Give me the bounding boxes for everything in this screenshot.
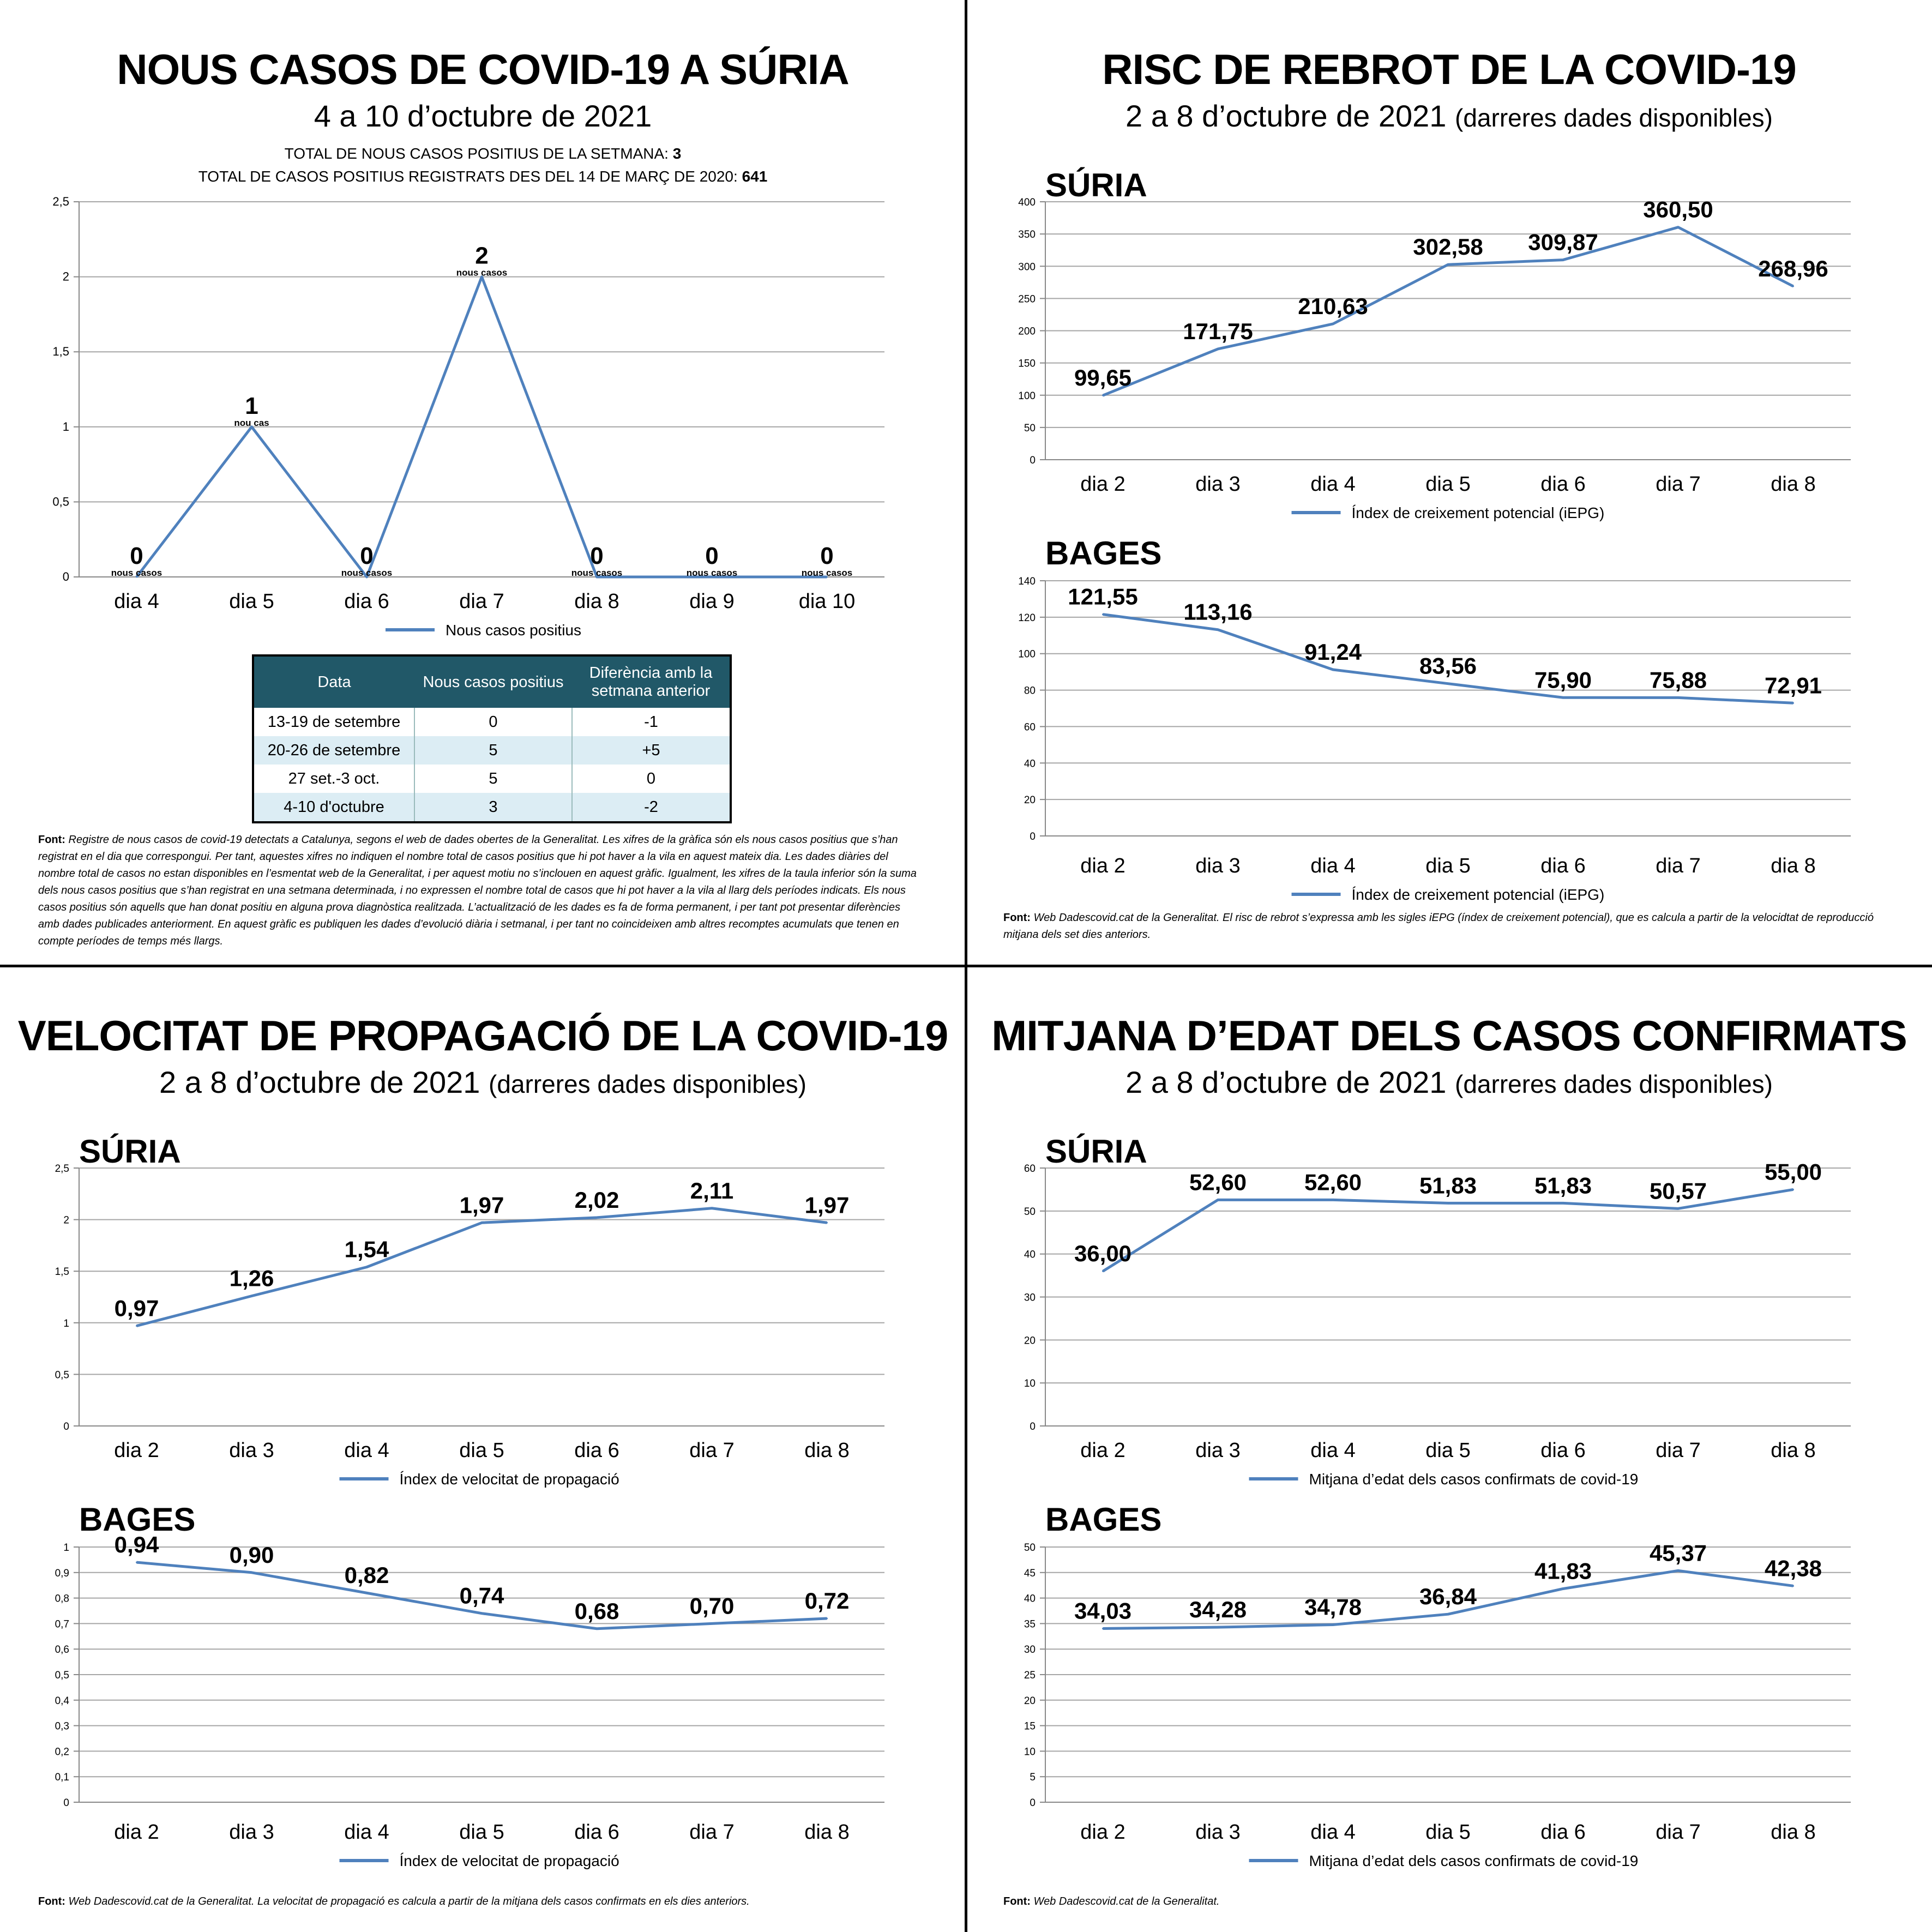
chart-section-title: SÚRIA: [1045, 167, 1147, 203]
y-tick-label: 0,5: [55, 1670, 69, 1681]
x-category-label: dia 4: [344, 1821, 389, 1844]
y-tick-label: 150: [1018, 358, 1036, 370]
x-category-label: dia 8: [574, 590, 619, 613]
x-category-label: dia 7: [1656, 854, 1701, 877]
data-point: [1447, 264, 1449, 266]
y-tick-label: 0: [1030, 1797, 1036, 1809]
table-cell-date: 13-19 de setembre: [253, 708, 414, 736]
data-label: 0: [705, 543, 719, 569]
data-label: 268,96: [1758, 255, 1828, 281]
source-text: Web Dadescovid.cat de la Generalitat. La velocitat de propagació es calcula a partir de la mitjana dels casos confirmats en els dies anteriors.: [68, 1895, 750, 1907]
x-category-label: dia 7: [689, 1821, 735, 1844]
data-label: 52,60: [1304, 1169, 1362, 1195]
panel-subtitle-note: (darreres dades disponibles): [1455, 1070, 1773, 1098]
data-point: [366, 1266, 368, 1268]
overall-total-label: TOTAL DE CASOS POSITIUS REGISTRATS DES DEL 14 DE MARÇ DE 2020:: [198, 168, 738, 185]
x-category-label: dia 8: [804, 1439, 850, 1462]
y-tick-label: 40: [1024, 1249, 1036, 1261]
data-point: [251, 1572, 252, 1573]
x-category-label: dia 6: [1540, 854, 1586, 877]
data-point: [596, 1628, 598, 1629]
table-header-row: [253, 655, 731, 708]
x-category-label: dia 4: [1310, 854, 1356, 877]
y-tick-label: 40: [1024, 758, 1036, 770]
data-label: 1,97: [459, 1192, 504, 1218]
data-label: 0: [590, 543, 604, 569]
y-tick-label: 50: [1024, 422, 1036, 434]
y-tick-label: 25: [1024, 1670, 1036, 1681]
panel-subtitle: [966, 1064, 1932, 1100]
chart-section-title: BAGES: [1045, 537, 1162, 571]
data-point: [1562, 1588, 1564, 1590]
y-tick-label: 400: [1018, 197, 1036, 208]
x-category-label: dia 5: [1425, 854, 1471, 877]
data-label: 36,84: [1419, 1584, 1477, 1610]
data-label: 2: [475, 242, 489, 269]
source-label: Font:: [38, 1895, 65, 1907]
source-label: Font:: [38, 834, 65, 846]
table-header-cases: Nous casos positius: [414, 655, 572, 708]
y-tick-label: 100: [1018, 390, 1036, 402]
table-cell-date: 20-26 de setembre: [253, 736, 414, 765]
table-row: [253, 765, 731, 793]
x-category-label: dia 2: [1080, 1821, 1126, 1844]
y-tick-label: 0,9: [55, 1567, 69, 1579]
x-category-label: dia 3: [1195, 1821, 1241, 1844]
data-label: 52,60: [1189, 1169, 1247, 1195]
x-category-label: dia 4: [1310, 1821, 1356, 1844]
source-note: [38, 1893, 922, 1910]
weekly-total-label: TOTAL DE NOUS CASOS POSITIUS DE LA SETMANA:: [284, 145, 669, 162]
data-point: [1447, 683, 1449, 684]
panel-title: NOUS CASOS DE COVID-19 A SÚRIA: [117, 45, 849, 93]
chart-section-title: SÚRIA: [79, 1133, 181, 1170]
data-point: [1332, 1199, 1334, 1201]
table-cell-cases: 3: [414, 793, 572, 822]
chart-risk-suria: [966, 158, 1932, 534]
x-category-label: dia 4: [1310, 473, 1356, 496]
x-category-label: dia 4: [1310, 1439, 1356, 1462]
x-category-label: dia 8: [804, 1821, 850, 1844]
chart-age-suria: [966, 1124, 1932, 1501]
y-tick-label: 0,8: [55, 1593, 69, 1605]
data-label: 51,83: [1534, 1172, 1592, 1199]
data-label: 0,68: [574, 1598, 619, 1624]
y-tick-label: 20: [1024, 1335, 1036, 1347]
data-point: [1332, 1624, 1334, 1626]
data-point: [1102, 1271, 1104, 1272]
x-category-label: dia 7: [459, 590, 504, 613]
y-tick-label: 0: [63, 1797, 69, 1809]
x-category-label: dia 2: [1080, 473, 1126, 496]
panel-title: VELOCITAT DE PROPAGACIÓ DE LA COVID-19: [17, 1012, 948, 1060]
data-label: 2,11: [690, 1177, 734, 1203]
data-label: 171,75: [1183, 318, 1253, 344]
data-point: [1677, 226, 1679, 228]
data-point: [1102, 1628, 1104, 1629]
y-tick-label: 0,4: [55, 1695, 69, 1707]
data-label: 55,00: [1764, 1159, 1822, 1185]
source-text: Web Dadescovid.cat de la Generalitat. El risc de rebrot s’expressa amb les sigles iEPG (índex de creixement potencial), que es calcula a partir de la velocidtat de reproducció mitjana dels set dies anteriors.: [1003, 912, 1874, 941]
source-label: Font:: [1003, 912, 1031, 924]
data-point: [136, 1562, 137, 1563]
chart-speed-suria: [0, 1124, 966, 1501]
data-point: [1792, 702, 1794, 704]
data-point: [1217, 1199, 1219, 1201]
y-tick-label: 35: [1024, 1618, 1036, 1630]
y-tick-label: 100: [1018, 648, 1036, 660]
data-label: 75,88: [1649, 667, 1707, 693]
y-tick-label: 2: [63, 1214, 69, 1226]
panel-subtitle: 4 a 10 d’octubre de 2021: [314, 99, 652, 133]
data-label: 42,38: [1764, 1555, 1822, 1581]
source-note: [1003, 910, 1887, 943]
data-point: [1217, 1627, 1219, 1628]
data-point: [1792, 1585, 1794, 1587]
data-point: [1217, 348, 1219, 350]
panel-subtitle: [966, 98, 1932, 134]
x-category-label: dia 6: [574, 1439, 619, 1462]
y-tick-label: 0: [1030, 831, 1036, 842]
table-header-date: Data: [253, 655, 414, 708]
data-label: 0,97: [114, 1295, 159, 1321]
x-category-label: dia 2: [1080, 1439, 1126, 1462]
weekly-total-value: 3: [672, 145, 682, 162]
data-point: [1792, 1189, 1794, 1190]
data-label: 0: [360, 543, 374, 569]
data-point: [1677, 1208, 1679, 1209]
chart-age-bages: [966, 1503, 1932, 1880]
x-category-label: dia 8: [1771, 854, 1816, 877]
data-label: 0: [130, 543, 143, 569]
data-label: 309,87: [1528, 229, 1598, 255]
panel-regrowth-risk: [966, 0, 1932, 966]
y-tick-label: 1: [62, 419, 69, 434]
x-category-label: dia 6: [574, 1821, 619, 1844]
data-label: 210,63: [1298, 293, 1368, 319]
data-label: 72,91: [1764, 672, 1822, 699]
data-label: 51,83: [1419, 1172, 1477, 1199]
data-point: [596, 1217, 598, 1218]
source-text: Registre de nous casos de covid-19 detectats a Catalunya, segons el web de dades obertes de la Generalitat. Les xifres de la gràfica són els nous casos positius que s’han registrat en el dia que correspongui. Per tant, aquestes xifres no indiquen el nombre total de casos positius que hi pot haver a la vila en aquest mateix dia. Les dades diàries del nombre total de casos no estan disponibles en l’esmentat web de la Generalitat, i per aquest motiu no s’inclouen en aquest gràfic. Igualment, les xifres de la taula inferior són la suma dels nous casos positius que s’han registrat en una setmana determinada, i no expressen el nombre total de casos que hi pot haver a la vila al llarg dels períodes indicats. Els nous casos positius són aquells que han donat positiu en alguna prova diagnòstica realitzada. L’actualització de les dades es fa de forma permanent, i per tant pot presentar diferències amb dades publicades anteriorment. En aquest gràfic es publiquen les dades d’evolució diària i setmanal, i per tant no coincideixen amb altres recomptes acumulats que tenen en compte períodes de temps més llargs.: [38, 834, 917, 947]
x-category-label: dia 6: [1540, 473, 1586, 496]
data-label: 34,28: [1189, 1597, 1247, 1623]
y-tick-label: 50: [1024, 1206, 1036, 1218]
y-tick-label: 1: [63, 1542, 69, 1554]
data-sublabel: nous casos: [571, 568, 623, 578]
data-label: 1,26: [229, 1265, 274, 1291]
data-sublabel: nous casos: [801, 568, 853, 578]
y-tick-label: 80: [1024, 685, 1036, 697]
data-point: [136, 1325, 137, 1327]
table-cell-cases: 5: [414, 765, 572, 793]
panel-subtitle-date: 2 a 8 d’octubre de 2021: [1125, 1065, 1447, 1099]
x-category-label: dia 5: [1425, 1439, 1471, 1462]
x-category-label: dia 4: [114, 590, 159, 613]
y-tick-label: 2,5: [52, 195, 69, 208]
data-sublabel: nous casos: [341, 568, 393, 578]
data-label: 0,90: [229, 1542, 274, 1568]
data-point: [826, 1618, 828, 1620]
table-header-diff: [572, 655, 731, 708]
y-tick-label: 60: [1024, 1163, 1036, 1175]
y-tick-label: 1,5: [52, 345, 69, 359]
data-point: [1217, 629, 1219, 630]
x-category-label: dia 5: [229, 590, 274, 613]
data-point: [826, 1222, 828, 1224]
data-point: [1792, 285, 1794, 287]
data-label: 0,94: [114, 1532, 159, 1558]
panel-subtitle-date: 2 a 8 d’octubre de 2021: [1125, 99, 1447, 133]
table-row: [253, 793, 731, 822]
legend-label: Mitjana d’edat dels casos confirmats de covid-19: [1309, 1852, 1639, 1869]
legend-label: Índex de creixement potencial (iEPG): [1351, 504, 1605, 521]
data-point: [481, 1222, 483, 1224]
y-tick-label: 20: [1024, 1695, 1036, 1707]
legend-label: Índex de velocitat de propagació: [399, 1852, 619, 1869]
x-category-label: dia 8: [1771, 473, 1816, 496]
panel-subtitle-note: (darreres dades disponibles): [1455, 104, 1773, 132]
table-cell-diff: 0: [646, 769, 656, 787]
table-cell-date: 4-10 d'octubre: [253, 793, 414, 822]
data-point: [1562, 1202, 1564, 1204]
data-point: [1332, 669, 1334, 670]
data-label: 34,03: [1074, 1598, 1132, 1624]
panel-subtitle-date: 2 a 8 d’octubre de 2021: [159, 1065, 480, 1099]
x-category-label: dia 2: [114, 1439, 159, 1462]
x-category-label: dia 7: [689, 1439, 735, 1462]
data-point: [711, 1623, 713, 1624]
x-category-label: dia 7: [1656, 1821, 1701, 1844]
table-row: [253, 736, 731, 765]
y-tick-label: 50: [1024, 1542, 1036, 1554]
data-sublabel: nous casos: [456, 267, 508, 278]
y-tick-label: 0,7: [55, 1618, 69, 1630]
x-category-label: dia 5: [459, 1439, 504, 1462]
x-category-label: dia 2: [1080, 854, 1126, 877]
chart-new-cases: [0, 0, 966, 654]
legend-label: Mitjana d’edat dels casos confirmats de covid-19: [1309, 1471, 1639, 1488]
x-category-label: dia 10: [798, 590, 856, 613]
x-category-label: dia 3: [1195, 854, 1241, 877]
y-tick-label: 250: [1018, 293, 1036, 305]
x-category-label: dia 7: [1656, 473, 1701, 496]
data-point: [1562, 259, 1564, 261]
data-label: 83,56: [1419, 653, 1477, 679]
data-label: 34,78: [1304, 1594, 1362, 1620]
chart-section-title: BAGES: [1045, 1503, 1162, 1538]
data-label: 0,82: [344, 1562, 389, 1588]
table-cell-diff: +5: [572, 736, 731, 765]
chart-section-title: BAGES: [79, 1503, 196, 1538]
data-point: [1677, 697, 1679, 699]
data-point: [1332, 323, 1334, 324]
x-category-label: dia 9: [689, 590, 735, 613]
y-tick-label: 1,5: [55, 1266, 69, 1278]
data-label: 0,74: [459, 1582, 504, 1609]
table-cell-cases: 0: [414, 708, 572, 736]
y-tick-label: 10: [1024, 1378, 1036, 1390]
x-category-label: dia 2: [114, 1821, 159, 1844]
table-cell-date: 27 set.-3 oct.: [253, 765, 414, 793]
y-tick-label: 30: [1024, 1644, 1036, 1656]
x-category-label: dia 3: [1195, 473, 1241, 496]
y-tick-label: 0,5: [55, 1369, 69, 1381]
chart-risk-bages: [966, 537, 1932, 913]
y-tick-label: 60: [1024, 721, 1036, 733]
y-tick-label: 20: [1024, 795, 1036, 806]
y-tick-label: 300: [1018, 261, 1036, 273]
panel-subtitle: [0, 1064, 966, 1100]
data-point: [1677, 1570, 1679, 1572]
data-point: [251, 1295, 252, 1297]
data-label: 91,24: [1304, 639, 1362, 665]
chart-speed-bages: [0, 1503, 966, 1880]
table-cell-diff: -1: [644, 713, 658, 731]
y-tick-label: 40: [1024, 1593, 1036, 1605]
y-tick-label: 200: [1018, 326, 1036, 338]
table-row: [253, 708, 731, 736]
y-tick-label: 5: [1030, 1772, 1036, 1784]
source-note: [38, 832, 922, 950]
y-tick-label: 0,6: [55, 1644, 69, 1656]
data-point: [711, 1207, 713, 1209]
y-tick-label: 0,3: [55, 1720, 69, 1732]
y-tick-label: 0: [1030, 1421, 1036, 1433]
data-point: [1102, 613, 1104, 615]
data-sublabel: nous casos: [686, 568, 738, 578]
source-note: [1003, 1893, 1887, 1910]
x-category-label: dia 3: [1195, 1439, 1241, 1462]
data-label: 360,50: [1643, 196, 1713, 222]
y-tick-label: 1: [63, 1317, 69, 1329]
x-category-label: dia 7: [1656, 1439, 1701, 1462]
x-category-label: dia 3: [229, 1821, 274, 1844]
panel-mean-age: [966, 966, 1932, 1932]
data-label: 302,58: [1413, 234, 1483, 260]
data-sublabel: nous casos: [111, 568, 162, 578]
data-point: [1102, 395, 1104, 396]
data-label: 0: [820, 543, 834, 569]
x-category-label: dia 8: [1771, 1439, 1816, 1462]
data-label: 36,00: [1074, 1241, 1132, 1267]
y-tick-label: 10: [1024, 1746, 1036, 1758]
y-tick-label: 120: [1018, 612, 1036, 624]
y-tick-label: 2: [62, 269, 69, 284]
y-tick-label: 0: [63, 1421, 69, 1433]
x-category-label: dia 3: [229, 1439, 274, 1462]
table-cell-diff: -2: [572, 793, 731, 822]
x-category-label: dia 6: [1540, 1439, 1586, 1462]
data-label: 50,57: [1649, 1178, 1707, 1204]
y-tick-label: 0,2: [55, 1746, 69, 1758]
x-category-label: dia 6: [344, 590, 389, 613]
data-label: 1,54: [344, 1236, 389, 1262]
data-label: 113,16: [1183, 599, 1253, 625]
data-label: 2,02: [574, 1187, 619, 1213]
y-tick-label: 0: [1030, 455, 1036, 466]
table-cell-cases: 5: [414, 736, 572, 765]
data-label: 0,70: [689, 1593, 735, 1619]
y-tick-label: 30: [1024, 1292, 1036, 1304]
legend-label: Nous casos positius: [446, 622, 582, 639]
y-tick-label: 350: [1018, 229, 1036, 241]
data-label: 75,90: [1534, 667, 1592, 693]
x-category-label: dia 8: [1771, 1821, 1816, 1844]
source-label: Font:: [1003, 1895, 1031, 1907]
data-point: [1562, 697, 1564, 699]
panel-subtitle-note: (darreres dades disponibles): [489, 1070, 806, 1098]
data-label: 121,55: [1068, 583, 1138, 610]
panel-title: MITJANA D’EDAT DELS CASOS CONFIRMATS: [991, 1012, 1907, 1060]
data-label: 41,83: [1534, 1558, 1592, 1584]
source-text: Web Dadescovid.cat de la Generalitat.: [1033, 1895, 1220, 1907]
x-category-label: dia 6: [1540, 1821, 1586, 1844]
y-tick-label: 0,1: [55, 1772, 69, 1784]
y-tick-label: 15: [1024, 1720, 1036, 1732]
data-point: [1447, 1614, 1449, 1615]
x-category-label: dia 4: [344, 1439, 389, 1462]
data-label: 99,65: [1074, 365, 1132, 391]
data-label: 1: [245, 392, 258, 419]
data-label: 45,37: [1649, 1540, 1707, 1566]
panel-new-cases: [0, 0, 966, 966]
data-point: [1447, 1202, 1449, 1204]
legend-label: Índex de velocitat de propagació: [399, 1471, 619, 1488]
y-tick-label: 0,5: [52, 495, 69, 509]
data-sublabel: nou cas: [234, 417, 269, 428]
table-header-diff-line1: Diferència amb la: [589, 664, 713, 682]
data-label: 0,72: [804, 1588, 850, 1614]
data-label: 1,97: [804, 1192, 850, 1218]
table-header-diff-line2: setmana anterior: [591, 682, 711, 700]
x-category-label: dia 5: [459, 1821, 504, 1844]
x-category-label: dia 5: [1425, 1821, 1471, 1844]
x-category-label: dia 5: [1425, 473, 1471, 496]
y-tick-label: 0: [62, 570, 69, 583]
overall-total-value: 641: [742, 168, 768, 185]
data-point: [481, 1612, 483, 1614]
chart-section-title: SÚRIA: [1045, 1133, 1147, 1170]
y-tick-label: 45: [1024, 1567, 1036, 1579]
weekly-cases-table: [252, 654, 732, 823]
y-tick-label: 2,5: [55, 1163, 69, 1175]
panel-title: RISC DE REBROT DE LA COVID-19: [1102, 45, 1796, 93]
legend-label: Índex de creixement potencial (iEPG): [1351, 886, 1605, 903]
data-point: [366, 1592, 368, 1594]
panel-propagation-speed: [0, 966, 966, 1932]
y-tick-label: 140: [1018, 576, 1036, 587]
